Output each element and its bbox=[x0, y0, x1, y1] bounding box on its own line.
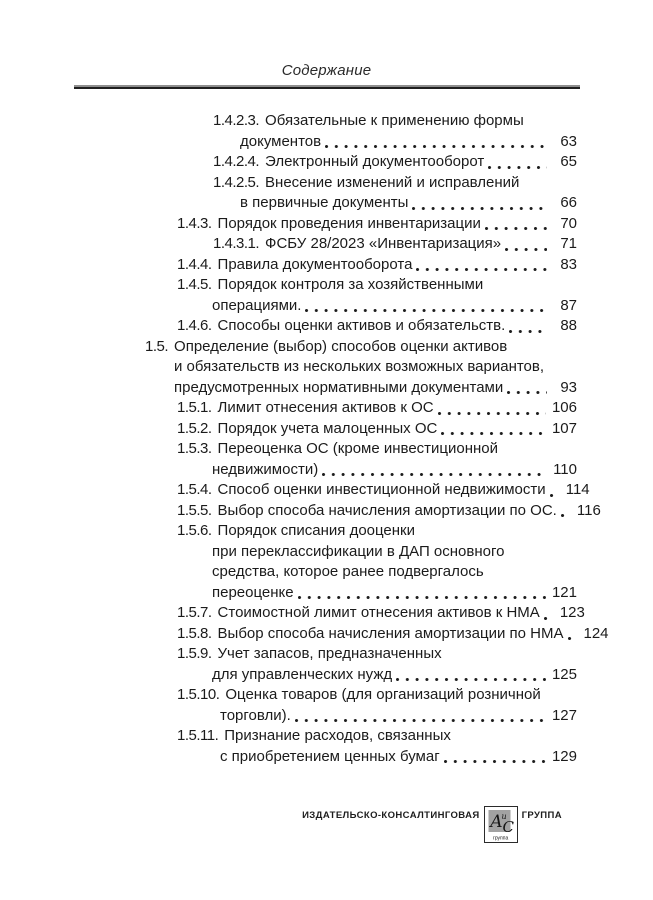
toc-entry-text: торговли). bbox=[220, 706, 291, 724]
toc-entry-text: Правила документооборота bbox=[217, 255, 413, 273]
toc-entry-text: документов bbox=[240, 132, 322, 150]
toc-row bbox=[212, 583, 577, 604]
dot-leader bbox=[561, 501, 571, 522]
dot-leader bbox=[488, 152, 547, 173]
toc-entry-number: 1.5.2. bbox=[177, 419, 212, 437]
dot-leader bbox=[444, 747, 546, 768]
toc-page-number: 71 bbox=[560, 235, 577, 252]
dot-leader bbox=[396, 665, 546, 686]
toc-entry-text: Электронный документооборот bbox=[265, 153, 485, 170]
table-of-contents bbox=[0, 111, 609, 767]
toc-row bbox=[213, 234, 577, 255]
logo-caption: группа bbox=[492, 835, 508, 842]
toc-row bbox=[220, 747, 577, 768]
dot-leader bbox=[485, 214, 547, 235]
dot-leader bbox=[325, 132, 547, 153]
toc-row bbox=[177, 644, 577, 665]
toc-entry-number: 1.5.3. bbox=[177, 440, 212, 457]
dot-leader bbox=[416, 255, 547, 276]
toc-entry-number: 1.5.10. bbox=[177, 686, 220, 703]
toc-page-number: 127 bbox=[551, 706, 577, 724]
toc-page-number: 106 bbox=[551, 399, 577, 416]
dot-leader bbox=[550, 480, 560, 501]
toc-entry-text: Порядок проведения инвентаризации bbox=[217, 214, 481, 232]
toc-entry-text: Выбор способа начисления амортизации по ОС. bbox=[217, 501, 557, 519]
toc-row bbox=[213, 152, 577, 173]
toc-row bbox=[177, 255, 577, 276]
toc-entry-text: Способ оценки инвестиционной недвижимости bbox=[217, 481, 546, 498]
publisher-name-right: ГРУППА bbox=[521, 810, 562, 821]
toc-row bbox=[212, 562, 577, 583]
toc-row bbox=[213, 111, 577, 132]
toc-entry-text: и обязательств из нескольких возможных вариантов, bbox=[174, 358, 545, 375]
dot-leader bbox=[322, 460, 547, 481]
toc-entry-number: 1.5.7. bbox=[177, 604, 212, 621]
toc-entry-text: в первичные документы bbox=[240, 194, 409, 211]
toc-row bbox=[177, 521, 577, 542]
toc-entry-number: 1.4.2.4. bbox=[213, 153, 260, 170]
toc-entry-number: 1.5.11. bbox=[177, 727, 219, 744]
dot-leader bbox=[438, 398, 546, 419]
toc-row bbox=[212, 460, 577, 481]
toc-entry-text: Лимит отнесения активов к ОС bbox=[217, 399, 434, 416]
toc-page-number: 70 bbox=[560, 214, 577, 232]
toc-entry-text: Обязательные к применению формы bbox=[265, 112, 524, 129]
publisher-footer bbox=[302, 806, 562, 843]
toc-entry-number: 1.5.8. bbox=[177, 624, 212, 642]
toc-page-number: 66 bbox=[560, 194, 577, 211]
toc-entry-number: 1.5.1. bbox=[177, 399, 212, 416]
toc-row bbox=[145, 337, 577, 358]
dot-leader bbox=[509, 316, 547, 337]
toc-entry-number: 1.4.6. bbox=[177, 317, 212, 334]
toc-page-number: 93 bbox=[560, 378, 577, 396]
toc-entry-text: Оценка товаров (для организаций розничной bbox=[225, 686, 541, 703]
toc-entry-text: при переклассификации в ДАП основного bbox=[212, 542, 505, 560]
toc-row bbox=[177, 439, 577, 460]
toc-entry-text: Порядок контроля за хозяйственными bbox=[217, 276, 484, 293]
toc-row bbox=[177, 726, 577, 747]
toc-entry-text: с приобретением ценных бумаг bbox=[220, 747, 440, 765]
toc-entry-text: операциями. bbox=[212, 296, 302, 314]
toc-row bbox=[177, 275, 577, 296]
dot-leader bbox=[568, 624, 578, 645]
toc-entry-text: Стоимостной лимит отнесения активов к НМА bbox=[217, 604, 540, 621]
toc-row bbox=[177, 624, 609, 645]
toc-row bbox=[177, 214, 577, 235]
toc-row bbox=[177, 419, 577, 440]
toc-page-number: 83 bbox=[560, 255, 577, 273]
toc-page-number: 110 bbox=[553, 460, 577, 478]
toc-row bbox=[212, 665, 577, 686]
toc-entry-text: Порядок списания дооценки bbox=[217, 522, 415, 539]
header-rule bbox=[74, 85, 580, 89]
publisher-logo bbox=[484, 806, 518, 843]
toc-page-number: 87 bbox=[560, 296, 577, 314]
toc-entry-text: Порядок учета малоценных ОС bbox=[217, 419, 438, 437]
toc-entry-text: Выбор способа начисления амортизации по НМА bbox=[217, 624, 564, 642]
toc-row bbox=[177, 316, 577, 337]
toc-entry-text: Способы оценки активов и обязательств. bbox=[217, 317, 506, 334]
toc-entry-number: 1.5.5. bbox=[177, 501, 212, 519]
logo-letter-i: и bbox=[501, 812, 507, 821]
toc-row bbox=[174, 357, 577, 378]
toc-entry-text: Признание расходов, связанных bbox=[224, 727, 451, 744]
header-rule-black-line bbox=[74, 87, 580, 90]
dot-leader bbox=[295, 706, 546, 727]
toc-row bbox=[212, 542, 577, 563]
toc-page-number: 114 bbox=[565, 481, 590, 498]
toc-row bbox=[177, 501, 601, 522]
dot-leader bbox=[298, 583, 546, 604]
toc-entry-text: для управленческих нужд bbox=[212, 665, 393, 683]
toc-row bbox=[177, 685, 577, 706]
toc-entry-text: ФСБУ 28/2023 «Инвентаризация» bbox=[265, 235, 502, 252]
toc-row bbox=[240, 132, 577, 153]
logo-letter-c: С bbox=[502, 818, 514, 836]
toc-page-number: 121 bbox=[551, 583, 577, 601]
toc-entry-number: 1.4.2.5. bbox=[213, 173, 260, 191]
toc-entry-number: 1.5.4. bbox=[177, 481, 212, 498]
toc-entry-text: недвижимости) bbox=[212, 460, 319, 478]
toc-row bbox=[240, 193, 577, 214]
toc-row bbox=[213, 173, 577, 194]
toc-entry-text: Определение (выбор) способов оценки активов bbox=[174, 337, 508, 355]
toc-entry-number: 1.5.6. bbox=[177, 522, 212, 539]
toc-page-number: 116 bbox=[576, 501, 601, 519]
page-title: Содержание bbox=[281, 62, 372, 79]
publisher-name-left: ИЗДАТЕЛЬСКО-КОНСАЛТИНГОВАЯ bbox=[302, 810, 480, 821]
toc-entry-number: 1.5.9. bbox=[177, 645, 212, 662]
toc-page-number: 65 bbox=[560, 153, 577, 170]
toc-entry-number: 1.4.2.3. bbox=[213, 112, 260, 129]
toc-entry-text: Переоценка ОС (кроме инвестиционной bbox=[217, 440, 499, 457]
toc-row bbox=[177, 480, 590, 501]
toc-entry-number: 1.4.5. bbox=[177, 276, 212, 293]
toc-page-number: 124 bbox=[583, 624, 609, 642]
toc-entry-text: Внесение изменений и исправлений bbox=[265, 173, 520, 191]
logo-letter-a: А bbox=[489, 812, 503, 832]
dot-leader bbox=[544, 603, 554, 624]
toc-page-number: 88 bbox=[560, 317, 577, 334]
toc-entry-text: средства, которое ранее подвергалось bbox=[212, 563, 484, 580]
toc-page-number: 129 bbox=[551, 747, 577, 765]
toc-entry-number: 1.5. bbox=[145, 337, 169, 355]
toc-page-number: 125 bbox=[551, 665, 577, 683]
toc-row bbox=[177, 603, 585, 624]
dot-leader bbox=[505, 234, 547, 255]
toc-entry-number: 1.4.3.1. bbox=[213, 235, 260, 252]
toc-entry-text: Учет запасов, предназначенных bbox=[217, 645, 442, 662]
dot-leader bbox=[507, 378, 547, 399]
toc-entry-number: 1.4.3. bbox=[177, 214, 212, 232]
toc-entry-text: переоценке bbox=[212, 583, 294, 601]
toc-entry-number: 1.4.4. bbox=[177, 255, 212, 273]
toc-row bbox=[174, 378, 577, 399]
dot-leader bbox=[412, 193, 547, 214]
toc-page-number: 123 bbox=[559, 604, 585, 621]
toc-entry-text: предусмотренных нормативными документами bbox=[174, 378, 504, 396]
toc-row bbox=[220, 706, 577, 727]
toc-row bbox=[212, 296, 577, 317]
toc-page-number: 63 bbox=[560, 132, 577, 150]
toc-row bbox=[177, 398, 577, 419]
dot-leader bbox=[441, 419, 546, 440]
toc-page-number: 107 bbox=[551, 419, 577, 437]
dot-leader bbox=[305, 296, 547, 317]
